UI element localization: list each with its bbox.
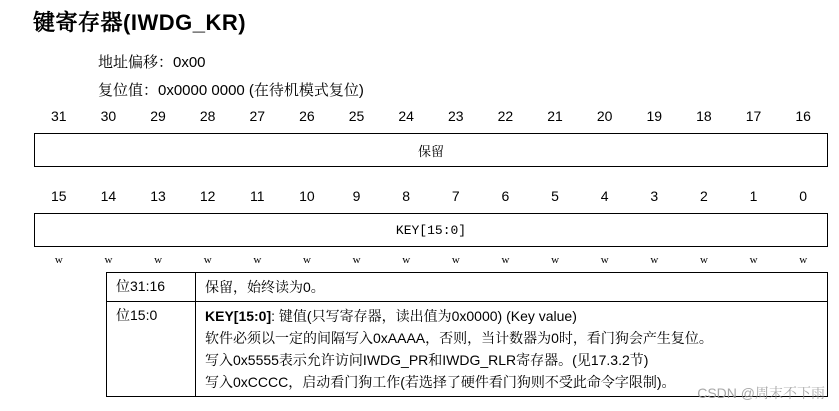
bit-number: 18 (696, 108, 712, 124)
reset-value: 复位值：0x0000 0000 (在待机模式复位) (98, 82, 364, 99)
bit-number: 27 (249, 108, 266, 124)
register-low-key (34, 213, 828, 247)
bit-range-cell: 位15:0 (107, 302, 196, 397)
description-cell (196, 273, 828, 302)
access-type: w (253, 254, 262, 266)
access-type: w (749, 254, 758, 266)
bit-number: 23 (448, 108, 464, 124)
bit-number: 20 (596, 108, 613, 124)
description-line: 软件必须以一定的间隔写入0xAAAA，否则，当计数器为0时，看门狗会产生复位。 (205, 330, 713, 346)
access-type: w (600, 254, 609, 266)
bit-number: 19 (646, 108, 663, 124)
bit-number: 4 (600, 188, 609, 204)
bit-number: 28 (199, 108, 216, 124)
field-name: KEY[15:0] (205, 308, 272, 324)
description-line: 保留，始终读为0。 (205, 279, 325, 295)
bit-number: 16 (795, 108, 811, 124)
bit-number: 26 (299, 108, 315, 124)
bit-number: 0 (799, 188, 808, 204)
bit-number: 6 (501, 188, 510, 204)
bit-numbers-low (34, 188, 828, 208)
bit-number: 5 (551, 188, 559, 204)
bit-number: 10 (299, 188, 315, 204)
table-row (107, 273, 828, 302)
bit-number: 29 (150, 108, 166, 124)
access-type: w (402, 254, 411, 266)
access-type: w (104, 254, 113, 266)
description-line (205, 305, 818, 327)
access-type: w (352, 254, 361, 266)
field-summary: : 键值(只写寄存器，读出值为0x0000) (Key value) (271, 308, 577, 324)
bit-number: 24 (398, 108, 414, 124)
bit-number: 14 (100, 188, 117, 204)
bit-number: 30 (100, 108, 117, 124)
register-high-reserved (34, 133, 828, 167)
bit-numbers-high (34, 108, 828, 128)
access-type: w (302, 254, 311, 266)
description-line: 写入0x5555表示允许访问IWDG_PR和IWDG_RLR寄存器。(见17.3.2节) (205, 352, 649, 368)
access-type: w (54, 254, 63, 266)
bit-number: 7 (451, 188, 460, 204)
bit-number: 13 (150, 188, 166, 204)
bit-number: 17 (745, 108, 762, 124)
address-offset: 地址偏移：0x00 (98, 54, 206, 71)
access-types (34, 254, 828, 268)
bit-number: 25 (348, 108, 365, 124)
bit-number: 11 (250, 188, 265, 204)
access-type: w (650, 254, 659, 266)
bit-number: 12 (199, 188, 216, 204)
access-type: w (501, 254, 510, 266)
access-type: w (799, 254, 808, 266)
field-description-table (106, 272, 828, 397)
bit-range-cell: 位31:16 (107, 273, 196, 302)
bit-number: 8 (402, 188, 411, 204)
access-type: w (451, 254, 460, 266)
page-title: 键寄存器(IWDG_KR) (33, 10, 247, 35)
bit-number: 3 (650, 188, 659, 204)
bit-number: 2 (700, 188, 708, 204)
access-type: w (154, 254, 163, 266)
reserved-label: 保留 (417, 144, 444, 160)
bit-number: 21 (547, 108, 563, 124)
description-line: 写入0xCCCC，启动看门狗工作(若选择了硬件看门狗则不受此命令字限制)。 (205, 374, 676, 390)
bit-number: 9 (352, 188, 361, 204)
bit-number: 22 (497, 108, 514, 124)
bit-number: 1 (749, 188, 758, 204)
watermark: CSDN @周末不下雨 (697, 385, 825, 401)
bit-number: 15 (51, 188, 67, 204)
access-type: w (551, 254, 560, 266)
bit-number: 31 (51, 108, 67, 124)
key-field-label: KEY[15:0] (395, 222, 467, 238)
access-type: w (699, 254, 708, 266)
access-type: w (203, 254, 212, 266)
